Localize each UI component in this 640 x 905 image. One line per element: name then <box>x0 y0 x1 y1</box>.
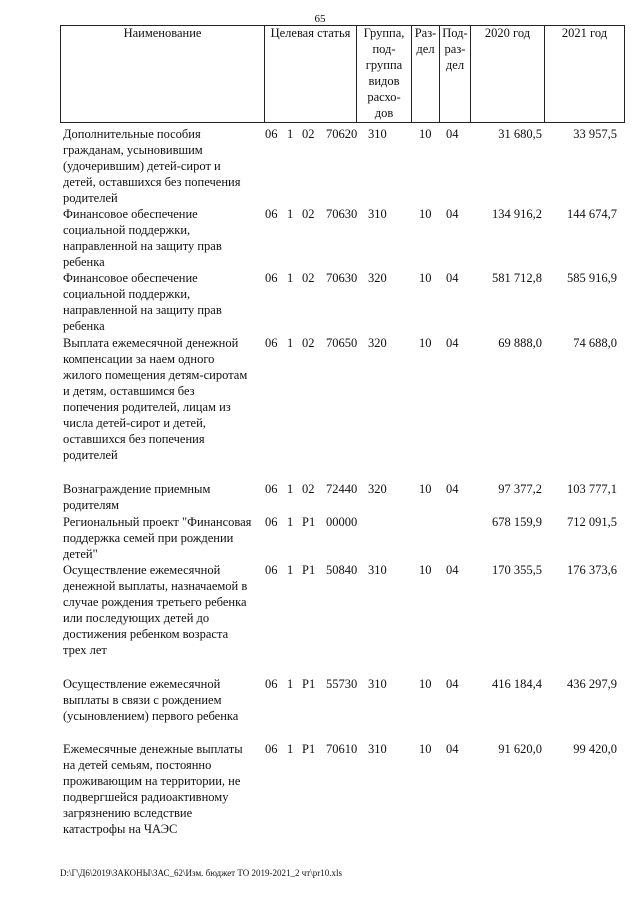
value-2020: 91 620,0 <box>498 742 542 756</box>
row-name: Ежемесячные денежные выплаты на детей семьям, постоянно проживающим на территории, не подвергшейся радиоактивному загрязнению вследствие катастрофы на ЧАЭС <box>63 742 243 836</box>
col-section-header: Раз- дел <box>414 26 437 56</box>
subsection-code: 04 <box>446 677 459 691</box>
code-d: 72440 <box>326 482 358 496</box>
value-2021: 99 420,0 <box>573 742 617 756</box>
value-2020: 31 680,5 <box>498 127 542 141</box>
code-c: P1 <box>302 742 316 756</box>
value-2020: 134 916,2 <box>492 207 542 221</box>
group-code: 320 <box>368 482 387 496</box>
row-name: Осуществление ежемесячной денежной выплаты, назначаемой в случае рождения третьего ребенка или последующих детей до достижения ребенком возраста трех лет <box>63 563 248 657</box>
code-b: 1 <box>287 482 294 496</box>
section-code: 10 <box>419 271 432 285</box>
value-2021: 144 674,7 <box>567 207 617 221</box>
value-2020: 97 377,2 <box>498 482 542 496</box>
code-a: 06 <box>265 742 278 756</box>
row-name: Региональный проект "Финансовая поддержка семей при рождении детей" <box>63 515 252 561</box>
code-c: P1 <box>302 677 316 691</box>
section-code: 10 <box>419 563 432 577</box>
section-code: 10 <box>419 207 432 221</box>
code-c: P1 <box>302 515 316 529</box>
code-b: 1 <box>287 515 294 529</box>
value-2020: 678 159,9 <box>492 515 542 529</box>
subsection-code: 04 <box>446 742 459 756</box>
group-code: 310 <box>368 127 387 141</box>
code-d: 70630 <box>326 207 358 221</box>
value-2020: 581 712,8 <box>492 271 542 285</box>
subsection-code: 04 <box>446 336 459 350</box>
code-c: 02 <box>302 207 315 221</box>
file-path-footer: D:\Г\Д6\2019\ЗАКОНЫ\ЗАС_62\Изм. бюджет ТО 2019-2021_2 чт\pr10.xls <box>60 868 342 878</box>
code-d: 70650 <box>326 336 358 350</box>
group-code: 310 <box>368 742 387 756</box>
value-2021: 712 091,5 <box>567 515 617 529</box>
code-c: 02 <box>302 271 315 285</box>
section-code: 10 <box>419 677 432 691</box>
value-2021: 103 777,1 <box>567 482 617 496</box>
subsection-code: 04 <box>446 207 459 221</box>
code-b: 1 <box>287 127 294 141</box>
value-2020: 416 184,4 <box>492 677 542 691</box>
code-b: 1 <box>287 677 294 691</box>
value-2021: 436 297,9 <box>567 677 617 691</box>
code-c: 02 <box>302 482 315 496</box>
group-code: 320 <box>368 336 387 350</box>
code-b: 1 <box>287 207 294 221</box>
code-a: 06 <box>265 127 278 141</box>
code-a: 06 <box>265 515 278 529</box>
code-d: 50840 <box>326 563 358 577</box>
code-a: 06 <box>265 207 278 221</box>
col-target-header: Целевая статья <box>270 26 351 40</box>
subsection-code: 04 <box>446 563 459 577</box>
subsection-code: 04 <box>446 271 459 285</box>
code-d: 70610 <box>326 742 358 756</box>
col-2021-header: 2021 год <box>561 26 608 40</box>
group-code: 310 <box>368 563 387 577</box>
section-code: 10 <box>419 482 432 496</box>
row-name: Осуществление ежемесячной выплаты в связи с рождением (усыновлением) первого ребенка <box>63 677 239 723</box>
section-code: 10 <box>419 127 432 141</box>
value-2020: 170 355,5 <box>492 563 542 577</box>
subsection-code: 04 <box>446 482 459 496</box>
code-a: 06 <box>265 336 278 350</box>
code-a: 06 <box>265 677 278 691</box>
value-2021: 74 688,0 <box>573 336 617 350</box>
row-name: Вознаграждение приемным родителям <box>63 482 211 512</box>
code-b: 1 <box>287 742 294 756</box>
code-a: 06 <box>265 482 278 496</box>
subsection-code: 04 <box>446 127 459 141</box>
section-code: 10 <box>419 336 432 350</box>
section-code: 10 <box>419 742 432 756</box>
value-2020: 69 888,0 <box>498 336 542 350</box>
code-d: 70620 <box>326 127 358 141</box>
code-c: 02 <box>302 336 315 350</box>
col-name-header: Наименование <box>123 26 202 40</box>
group-code: 310 <box>368 207 387 221</box>
value-2021: 585 916,9 <box>567 271 617 285</box>
row-name: Финансовое обеспечение социальной поддержки, направленной на защиту прав ребенка <box>63 271 222 333</box>
code-b: 1 <box>287 271 294 285</box>
col-2020-header: 2020 год <box>484 26 531 40</box>
code-c: P1 <box>302 563 316 577</box>
code-d: 55730 <box>326 677 358 691</box>
row-name: Финансовое обеспечение социальной поддержки, направленной на защиту прав ребенка <box>63 207 222 269</box>
code-c: 02 <box>302 127 315 141</box>
code-a: 06 <box>265 271 278 285</box>
page-number: 65 <box>314 13 326 25</box>
row-name: Дополнительные пособия гражданам, усыновившим (удочерившим) детей-сирот и детей, оставшихся без попечения родителей <box>63 127 241 205</box>
code-a: 06 <box>265 563 278 577</box>
col-group-header: Группа, под- группа видов расхо- дов <box>363 26 405 120</box>
code-d: 00000 <box>326 515 358 529</box>
code-d: 70630 <box>326 271 358 285</box>
code-b: 1 <box>287 336 294 350</box>
group-code: 310 <box>368 677 387 691</box>
col-subsection-header: Под- раз- дел <box>442 26 468 72</box>
code-b: 1 <box>287 563 294 577</box>
row-name: Выплата ежемесячной денежной компенсации за наем одного жилого помещения детям-сиротам и детям, оставшимся без попечения родителей, лицам из числа детей-сирот и детей, оставшихся без попечения родителей <box>63 336 248 462</box>
value-2021: 33 957,5 <box>573 127 617 141</box>
table-header <box>60 25 625 123</box>
value-2021: 176 373,6 <box>567 563 617 577</box>
group-code: 320 <box>368 271 387 285</box>
